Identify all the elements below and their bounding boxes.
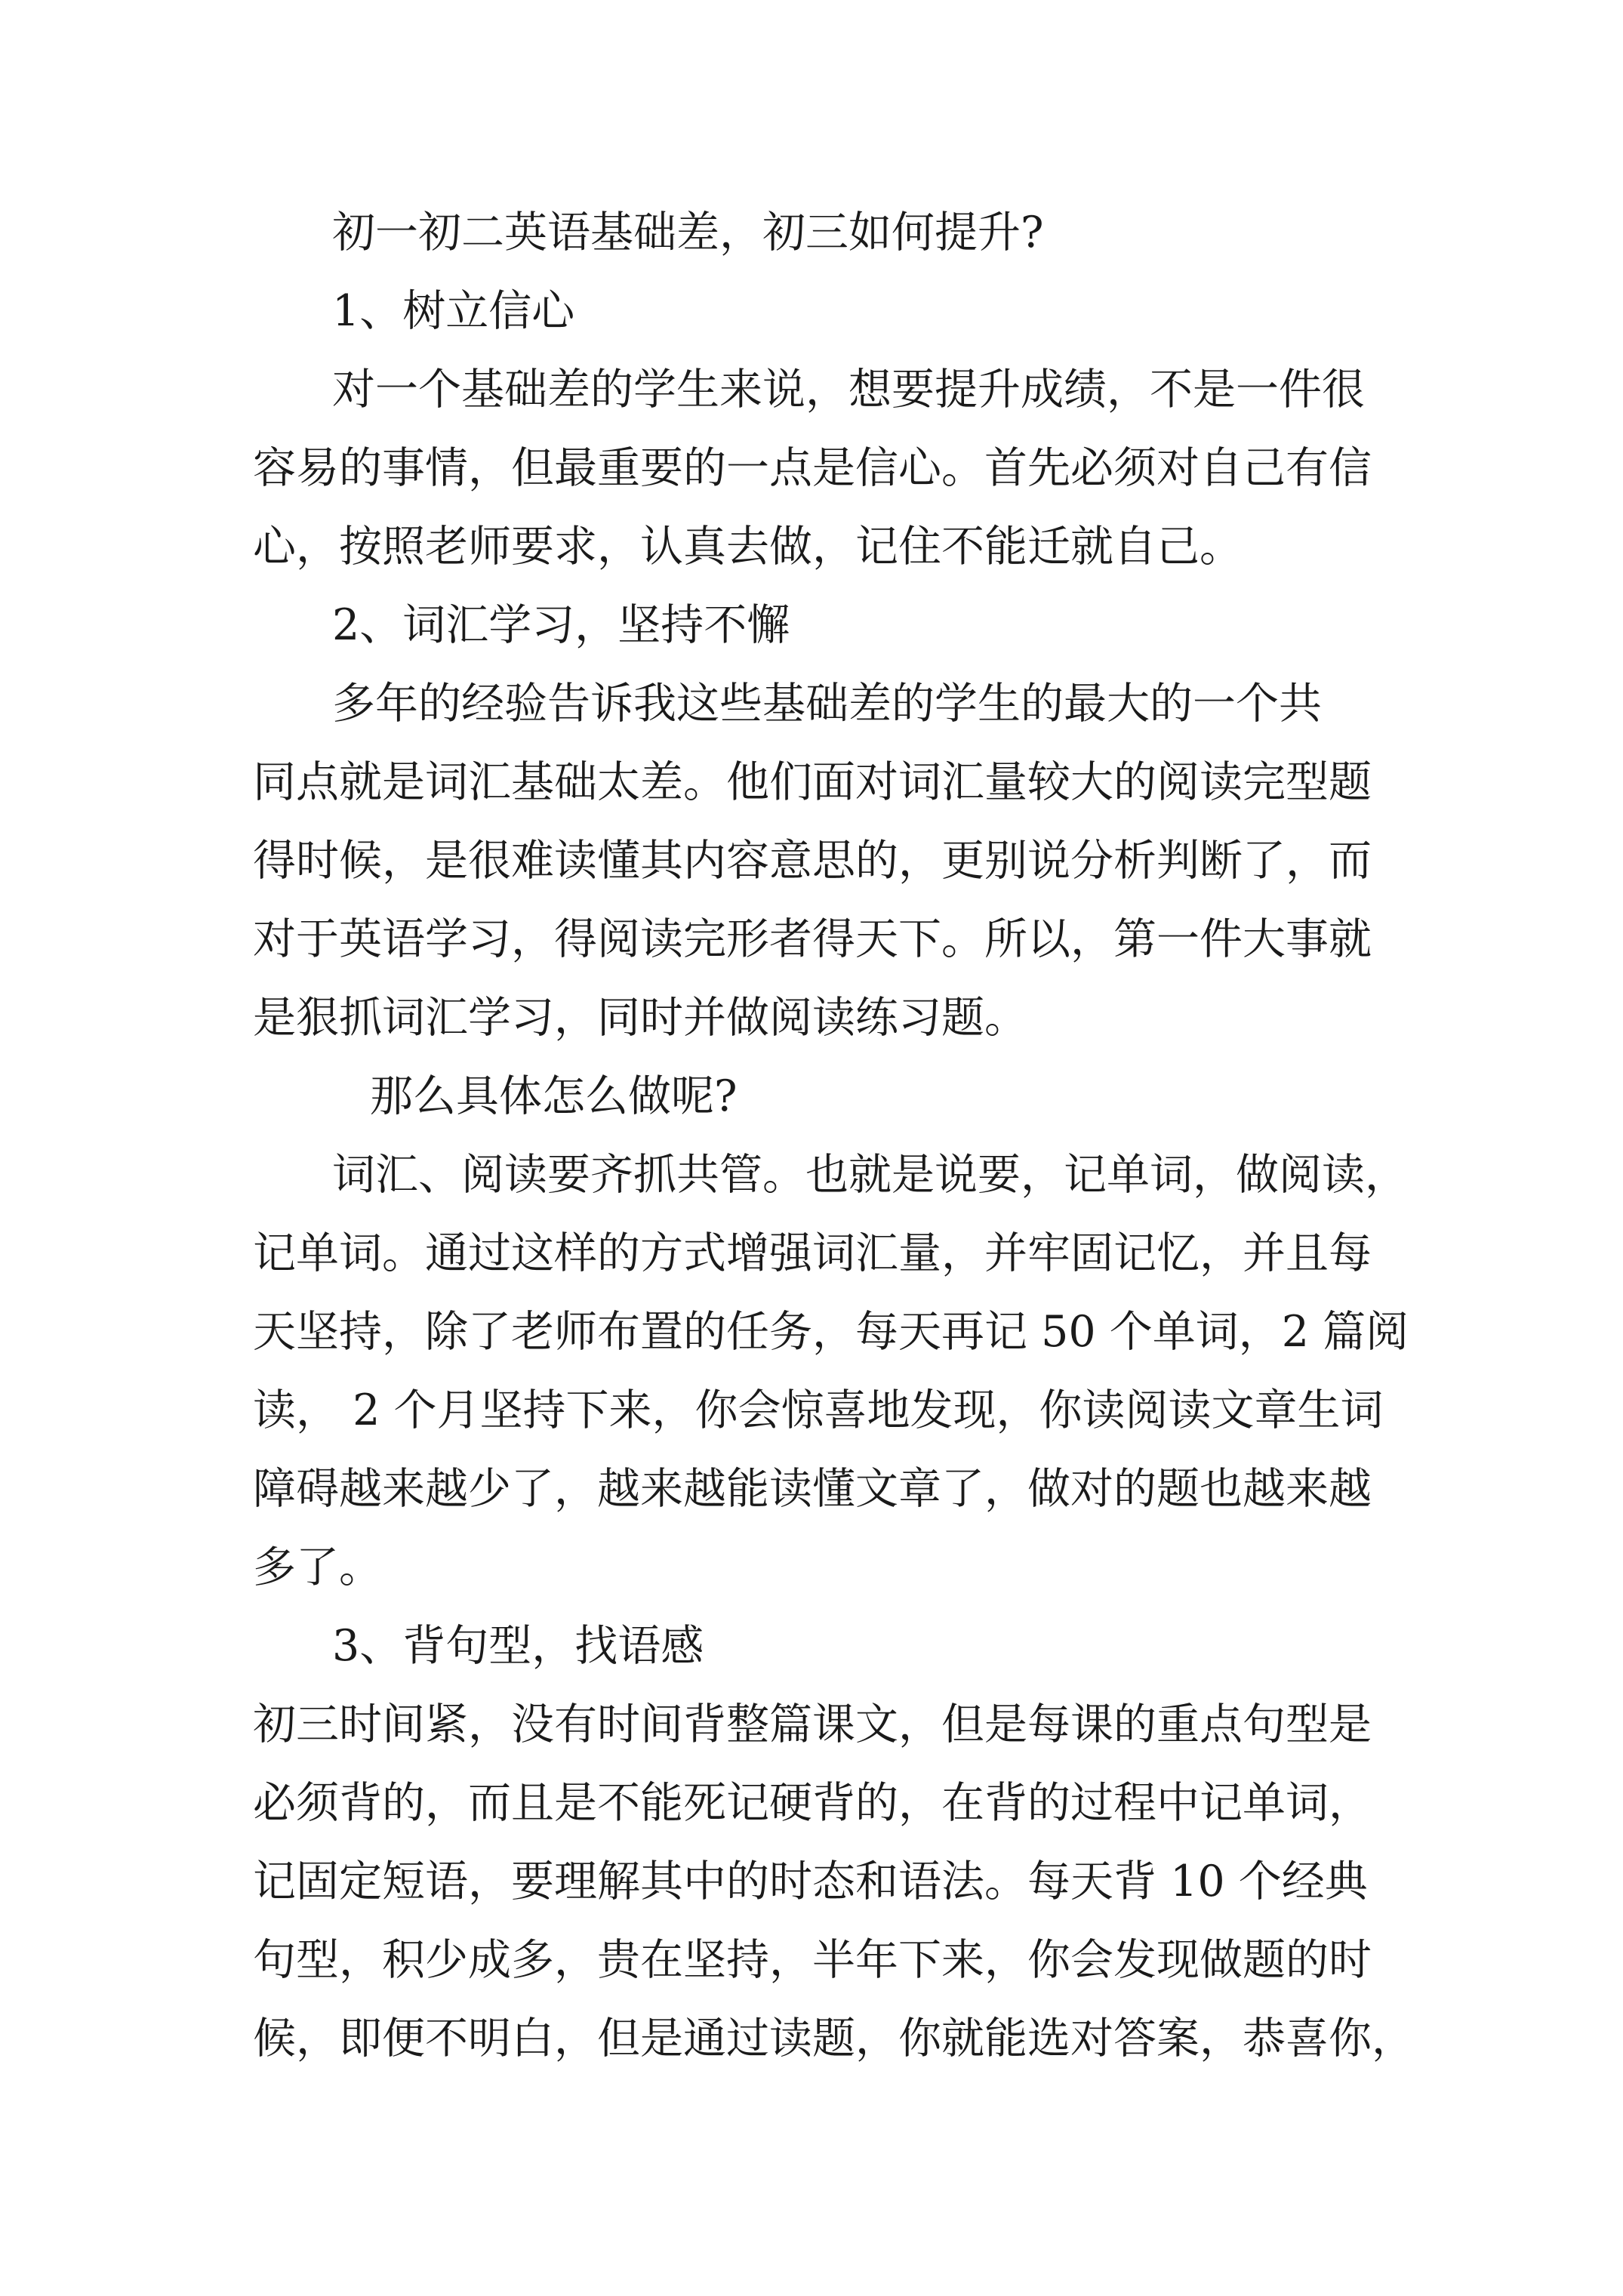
paragraph-line: 障碍越来越少了，越来越能读懂文章了，做对的题也越来越: [253, 1464, 1372, 1514]
paragraph-line: 对一个基础差的学生来说，想要提升成绩，不是一件很: [332, 365, 1365, 415]
paragraph-line: 读， 2 个月坚持下来，你会惊喜地发现，你读阅读文章生词: [253, 1385, 1384, 1435]
paragraph-line: 得时候，是很难读懂其内容意思的，更别说分析判断了，而: [253, 836, 1372, 886]
sub-question: 那么具体怎么做呢?: [370, 1071, 738, 1121]
paragraph-line: 心，按照老师要求，认真去做，记住不能迁就自己。: [253, 522, 1243, 572]
paragraph-line: 多年的经验告诉我这些基础差的学生的最大的一个共: [332, 679, 1322, 729]
paragraph-line: 天坚持，除了老师布置的任务，每天再记 50 个单词，2 篇阅: [253, 1307, 1409, 1357]
paragraph-line: 记固定短语，要理解其中的时态和语法。每天背 10 个经典: [253, 1857, 1368, 1906]
paragraph-line: 词汇、阅读要齐抓共管。也就是说要，记单词，做阅读，: [332, 1150, 1408, 1200]
paragraph-line: 记单词。通过这样的方式增强词汇量，并牢固记忆，并且每: [253, 1228, 1372, 1278]
paragraph-line: 句型，积少成多，贵在坚持，半年下来，你会发现做题的时: [253, 1935, 1372, 1985]
document-title: 初一初二英语基础差，初三如何提升?: [332, 208, 1044, 257]
section-heading-1: 1、树立信心: [332, 286, 575, 336]
paragraph-line: 对于英语学习，得阅读完形者得天下。所以，第一件大事就: [253, 914, 1372, 964]
paragraph-line: 初三时间紧，没有时间背整篇课文，但是每课的重点句型是: [253, 1700, 1372, 1749]
section-heading-2: 2、词汇学习，坚持不懈: [332, 600, 790, 650]
paragraph-line: 是狠抓词汇学习，同时并做阅读练习题。: [253, 993, 1027, 1043]
paragraph-line: 同点就是词汇基础太差。他们面对词汇量较大的阅读完型题: [253, 757, 1372, 807]
section-heading-3: 3、背句型，找语感: [332, 1621, 704, 1671]
paragraph-line: 多了。: [253, 1542, 382, 1592]
paragraph-line: 候，即便不明白，但是通过读题，你就能选对答案，恭喜你，: [253, 2014, 1415, 2063]
paragraph-line: 容易的事情，但最重要的一点是信心。首先必须对自己有信: [253, 443, 1372, 493]
paragraph-line: 必须背的，而且是不能死记硬背的，在背的过程中记单词，: [253, 1778, 1372, 1828]
